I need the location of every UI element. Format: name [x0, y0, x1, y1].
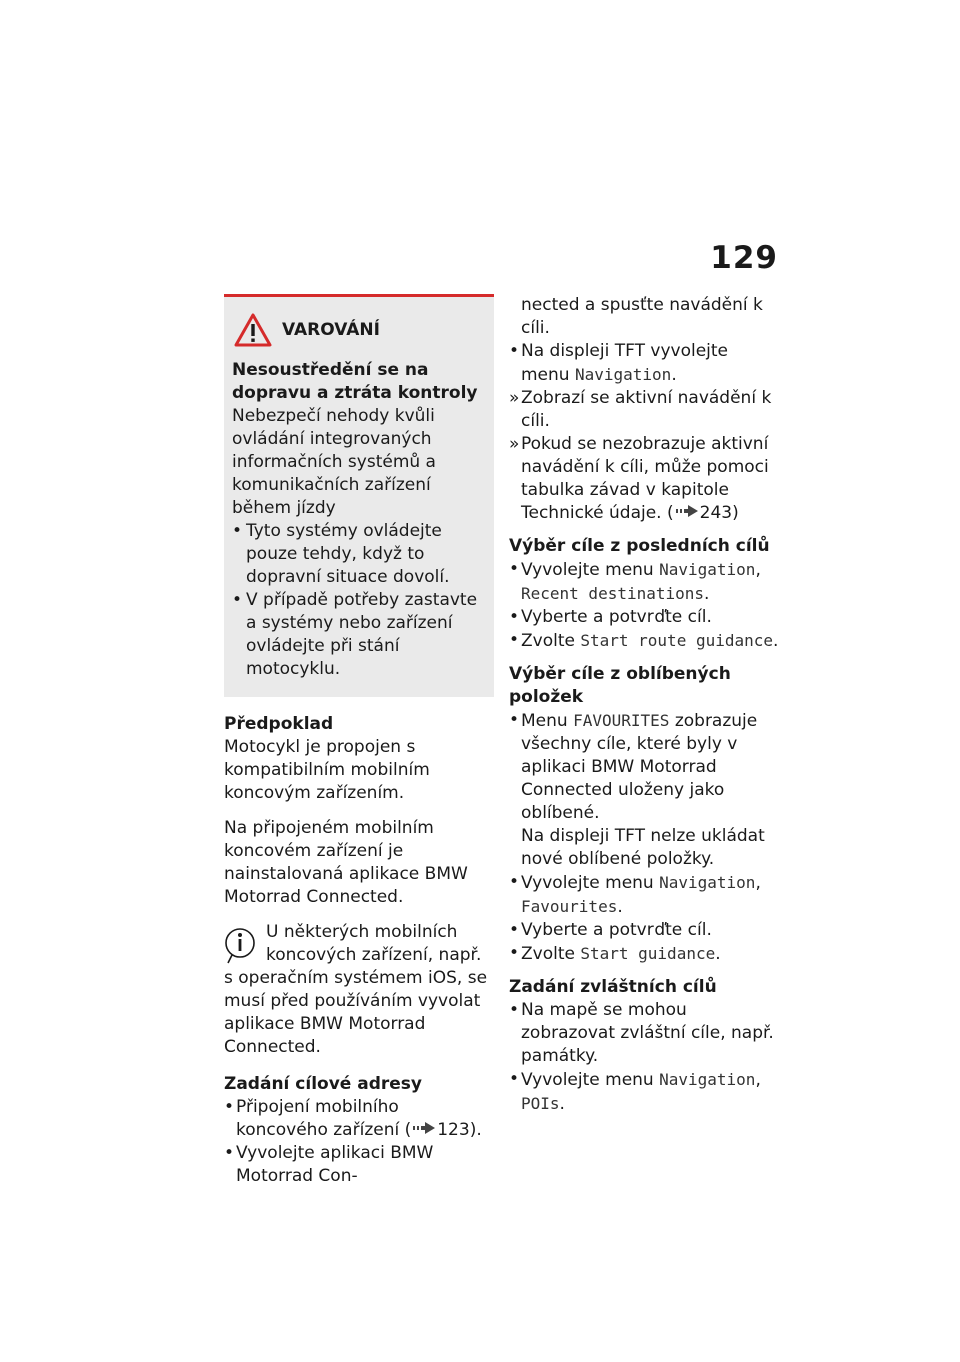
warning-bullets [232, 520, 486, 681]
info-note [224, 921, 494, 1059]
warning-bullet: • Tyto systémy ovládejte pouze tehdy, když to dopravní situace dovolí. [232, 520, 486, 589]
warning-subject: Nesoustředění se na dopravu a ztráta kontroly [232, 360, 478, 403]
app-installed-text: Na připojeném mobilním koncovém zařízení je nainstalovaná aplikace BMW Motorrad Connected. [224, 818, 468, 907]
result-item: » Pokud se nezobrazuje aktivní navádění k cíli, může pomoci tabulka závad v kapitole Technické údaje. ( 243) [509, 433, 781, 525]
info-text: U některých mobilních koncových zařízení, např. s operačním systémem iOS, se musí před používáním vyvolat aplikace BMW Motorrad Connected. [224, 922, 488, 1057]
favourites-step: • Zvolte Start guidance. [509, 942, 781, 966]
favourites-note: Na displeji TFT nelze ukládat nové oblíbené položky. [521, 826, 765, 869]
left-column [224, 294, 494, 1198]
special-heading: Zadání zvláštních cílů [509, 977, 717, 997]
right-column [509, 294, 781, 1126]
special-steps [509, 999, 781, 1116]
favourites-step: • Vyvolejte menu Navigation, Favourites. [509, 871, 781, 919]
tft-steps [509, 340, 781, 387]
recent-step: • Zvolte Start route guidance. [509, 629, 781, 653]
destination-step: • Připojení mobilního koncového zařízení ( 123). [224, 1096, 494, 1142]
favourites-step: • Vyberte a potvrďte cíl. [509, 919, 781, 942]
warning-body: Nebezpečí nehody kvůli ovládání integrovaných informačních systémů a komunikačních zařízení během jízdy [232, 406, 436, 518]
warning-header [234, 313, 486, 347]
tft-step: • Na displeji TFT vyvolejte menu Navigation. [509, 340, 781, 387]
special-step: • Vyvolejte menu Navigation, POIs. [509, 1068, 781, 1116]
prerequisite-text: Motocykl je propojen s kompatibilním mobilním koncovým zařízením. [224, 737, 430, 803]
warning-title: VAROVÁNÍ [282, 320, 380, 340]
destination-steps [224, 1096, 494, 1188]
prerequisite-heading: Předpoklad [224, 714, 334, 734]
continued-text: nected a spusťte navádění k cíli. [521, 295, 763, 338]
page-number: 129 [710, 240, 778, 276]
recent-step: • Vyvolejte menu Navigation, Recent destinations. [509, 558, 781, 606]
result-item: » Zobrazí se aktivní navádění k cíli. [509, 387, 781, 433]
menu-path: Navigation [574, 365, 672, 384]
recent-step: • Vyberte a potvrďte cíl. [509, 606, 781, 629]
recent-steps [509, 558, 781, 653]
recent-heading: Výběr cíle z posledních cílů [509, 536, 770, 556]
favourites-heading: Výběr cíle z oblíbených položek [509, 664, 731, 707]
info-icon [222, 925, 258, 967]
page-reference[interactable]: 243 [699, 503, 733, 523]
warning-box [224, 294, 494, 697]
warning-bullet: • V případě potřeby zastavte a systémy nebo zařízení ovládejte při stání motocyklu. [232, 589, 486, 681]
page-reference[interactable]: 123 [437, 1120, 470, 1140]
results-list [509, 387, 781, 525]
special-step: • Na mapě se mohou zobrazovat zvláštní cíle, např. památky. [509, 999, 781, 1068]
warning-triangle-icon [234, 313, 272, 347]
page-reference-arrow-icon [413, 1122, 435, 1134]
favourites-steps [509, 709, 781, 966]
page-reference-arrow-icon [676, 505, 698, 517]
destination-heading: Zadání cílové adresy [224, 1074, 422, 1094]
favourites-step: • Menu FAVOURITES zobrazuje všechny cíle, které byly v aplikaci BMW Motorrad Connected uloženy jako oblíbené. Na displeji TFT nelze ukládat nové oblíbené položky. [509, 709, 781, 871]
destination-step: • Vyvolejte aplikaci BMW Motorrad Con- [224, 1142, 494, 1188]
